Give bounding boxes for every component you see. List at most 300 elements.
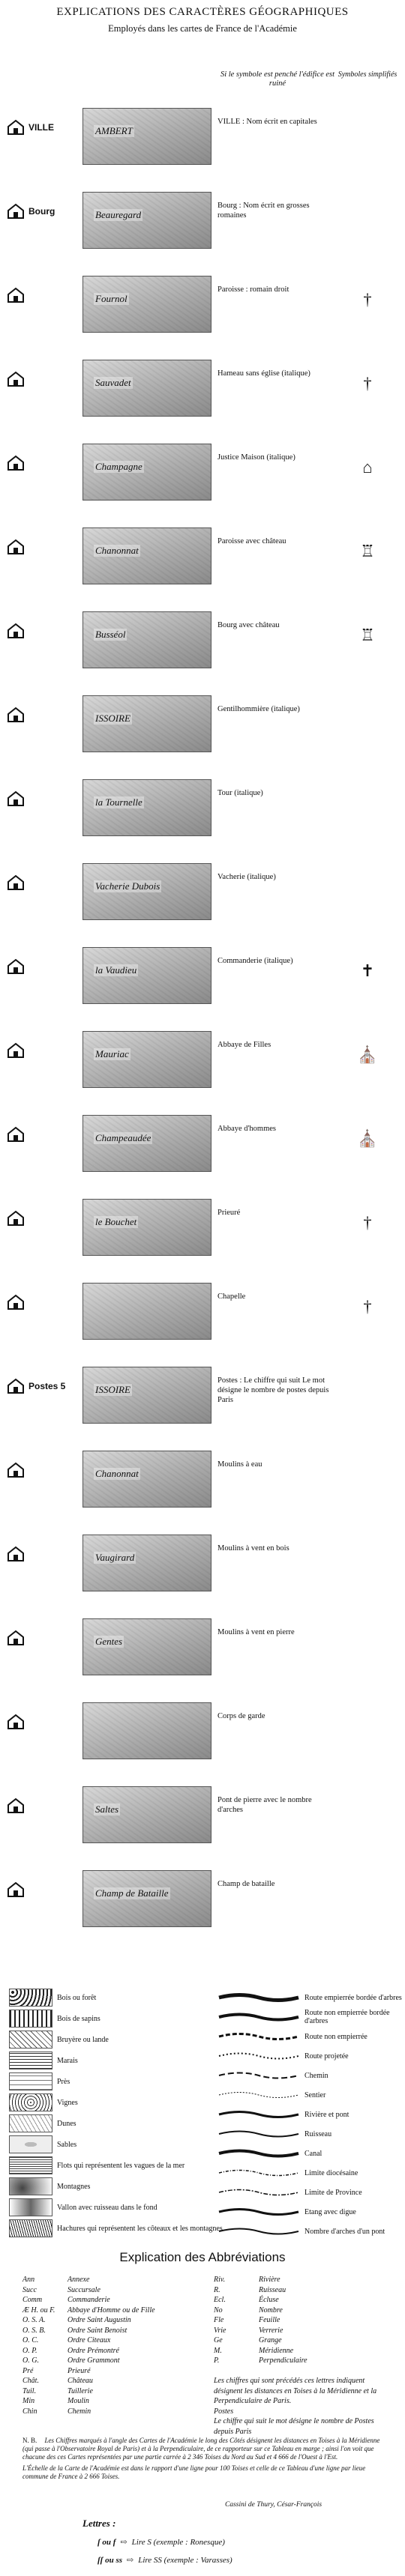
legend-line <box>218 2165 300 2181</box>
simplified-symbol <box>341 619 394 652</box>
building-icon <box>6 1041 26 1060</box>
map-excerpt <box>82 1283 212 1340</box>
abbreviations-title: Explication des Abbréviations <box>119 2250 286 2264</box>
building-icon <box>6 1628 26 1648</box>
symbol-row <box>0 1532 405 1591</box>
symbol-row <box>0 1364 405 1424</box>
legend-line <box>218 2067 300 2084</box>
abbreviations-right <box>214 2275 386 2437</box>
map-label: Vaugirard <box>95 1552 135 1563</box>
simplified-glyph: † <box>363 290 372 309</box>
map-excerpt <box>82 1870 212 1927</box>
map-excerpt <box>82 1115 212 1172</box>
symbol-cell <box>6 1615 81 1660</box>
symbol-description: Bourg : Nom écrit en grosses romaines <box>218 202 310 220</box>
nb-label: N. B. <box>22 2437 38 2444</box>
simplified-symbol <box>341 367 394 400</box>
map-label: la Tournelle <box>95 796 142 808</box>
abbreviation-meaning: Perpendiculaire <box>259 2356 308 2365</box>
letter-glyph: ſ ou f <box>98 2537 116 2547</box>
page-subtitle: Employés dans les cartes de France de l'Académie <box>108 23 297 34</box>
legend-text: Sables <box>57 2140 77 2149</box>
symbol-label: Bourg <box>28 206 56 217</box>
symbol-row <box>0 692 405 752</box>
simplified-symbol <box>341 1458 394 1491</box>
abbreviation-meaning: Annexe <box>68 2276 90 2284</box>
legend-text: Flots qui représentent les vagues de la mer <box>57 2161 185 2170</box>
symbol-cell <box>6 1280 81 1325</box>
legend-text: Dunes <box>57 2119 76 2128</box>
map-label: ISSOIRE <box>95 1384 130 1395</box>
symbol-row <box>0 776 405 836</box>
abbreviation-row <box>22 2326 155 2336</box>
symbol-row <box>0 105 405 165</box>
symbol-cell <box>6 524 81 569</box>
simplified-symbol <box>341 703 394 736</box>
symbol-row <box>0 524 405 584</box>
abbreviation: Pré <box>22 2366 34 2375</box>
legend-text: Bois ou forêt <box>57 1993 97 2002</box>
letter-row-s <box>98 2537 225 2547</box>
symbol-row <box>0 1783 405 1843</box>
abbreviation: Chin <box>22 2407 38 2416</box>
abbreviation-meaning: Ordre Grammont <box>68 2356 120 2365</box>
symbol-cell <box>6 860 81 905</box>
legend-text: Route empierrée bordée d'arbres <box>304 1993 402 2002</box>
map-excerpt <box>82 108 212 165</box>
symbol-row <box>0 860 405 920</box>
legend-line <box>218 2145 300 2162</box>
simplified-symbol <box>341 955 394 988</box>
legend-swatch <box>9 2072 52 2090</box>
legend-line <box>218 2028 300 2045</box>
map-label: Mauriac <box>95 1048 129 1059</box>
legend-text: Route non empierrée bordée d'arbres <box>304 2009 390 2025</box>
abbreviation-row <box>214 2366 386 2407</box>
legend-swatch <box>9 2010 52 2028</box>
legend-text: Hachures qui représentent les côteaux et les montagnes <box>57 2224 223 2233</box>
symbol-description: Paroisse : romain droit <box>218 285 290 294</box>
simplified-glyph: † <box>363 374 372 393</box>
symbol-cell <box>6 1028 81 1073</box>
legend-text: Marais <box>57 2056 78 2065</box>
legend-right-item <box>218 2124 332 2144</box>
legend-swatch <box>9 2093 52 2111</box>
abbreviation-meaning: Ordre Citeaux <box>68 2336 111 2344</box>
abbreviation: O. P. <box>22 2346 38 2355</box>
building-icon <box>6 1125 26 1144</box>
abbreviation: Succ <box>22 2285 37 2294</box>
abbreviation-row <box>214 2346 386 2356</box>
symbol-cell <box>6 1364 81 1409</box>
legend-text: Route non empierrée <box>304 2032 368 2041</box>
nb-text-2: L'Échelle de la Carte de l'Académie est dans le rapport d'une ligne pour 100 Toises et celle de ce Tableau d'une ligne par lieue commune de France à 2 666 Toises. <box>22 2464 366 2480</box>
legend-right-item <box>218 2066 328 2085</box>
symbol-row <box>0 1699 405 1759</box>
building-icon <box>6 1209 26 1228</box>
abbreviation: Chât. <box>22 2377 39 2385</box>
legend-left-item <box>9 2135 76 2154</box>
simplified-symbol <box>341 1626 394 1659</box>
map-label: Vacherie Dubois <box>95 880 160 892</box>
abbreviation: O. S. A. <box>22 2316 46 2324</box>
building-icon <box>6 118 26 137</box>
abbreviation-row <box>22 2285 155 2296</box>
symbol-description: Moulins à vent en pierre <box>218 1628 295 1636</box>
legend-left-item <box>9 2198 158 2217</box>
abbreviation-row <box>214 2326 386 2336</box>
symbol-description: Moulins à eau <box>218 1460 262 1469</box>
simplified-symbol <box>341 115 394 148</box>
building-icon <box>6 537 26 557</box>
symbol-cell <box>6 1196 81 1241</box>
legend-swatch <box>9 2156 52 2174</box>
symbol-row <box>0 1112 405 1172</box>
legend-text: Bruyère ou lande <box>57 2035 109 2044</box>
abbreviation-meaning: Moulin <box>68 2397 89 2405</box>
legend-line <box>218 2106 300 2123</box>
legend-text: Près <box>57 2077 70 2086</box>
legend-swatch <box>9 2177 52 2195</box>
arrow-icon: ⇨ <box>127 2556 134 2565</box>
abbreviation-meaning: Commanderie <box>68 2296 110 2304</box>
symbol-description: Vacherie (italique) <box>218 873 276 881</box>
simplified-symbol <box>341 787 394 820</box>
building-icon <box>6 202 26 221</box>
abbreviation: M. <box>214 2346 222 2355</box>
map-excerpt <box>82 1199 212 1256</box>
simplified-glyph: ♖ <box>360 542 375 560</box>
symbol-cell <box>6 105 81 150</box>
symbol-cell <box>6 776 81 821</box>
simplified-symbol <box>341 1038 394 1071</box>
symbol-row <box>0 1867 405 1927</box>
abbreviation-row <box>22 2376 155 2386</box>
building-icon <box>6 1460 26 1480</box>
legend-left-item <box>9 2030 109 2049</box>
building-icon <box>6 621 26 641</box>
legend-text: Chemin <box>304 2071 328 2080</box>
symbol-cell <box>6 441 81 486</box>
symbol-row <box>0 944 405 1004</box>
building-icon <box>6 1880 26 1899</box>
map-label: Saltes <box>95 1803 119 1815</box>
abbreviation-row <box>22 2335 155 2346</box>
symbol-description: Postes : Le chiffre qui suit Le mot désigne le nombre de postes depuis Paris <box>218 1376 329 1404</box>
legend-right-item <box>218 2046 349 2066</box>
abbreviation: Comm <box>22 2296 43 2304</box>
abbreviation-meaning: Méridienne <box>259 2346 294 2355</box>
abbreviation: Ge <box>214 2336 223 2344</box>
building-icon <box>6 285 26 305</box>
abbreviation-meaning: Prieuré <box>68 2366 91 2375</box>
column-header-symbol: Si le symbole est penché l'édifice est ruiné <box>220 70 335 88</box>
legend-swatch <box>9 2198 52 2216</box>
map-excerpt <box>82 276 212 333</box>
legend-swatch <box>9 2219 52 2237</box>
map-excerpt <box>82 863 212 920</box>
abbreviation-row <box>22 2315 155 2326</box>
abbreviation-meaning: Château <box>68 2377 93 2385</box>
simplified-glyph: ⛪ <box>357 1045 378 1064</box>
abbreviation-row <box>22 2295 155 2306</box>
abbreviation: Æ H. ou F. <box>22 2306 56 2315</box>
symbol-cell <box>6 944 81 989</box>
map-excerpt <box>82 1786 212 1843</box>
symbol-row <box>0 273 405 333</box>
legend-line <box>218 2087 300 2103</box>
building-icon <box>6 1712 26 1732</box>
map-excerpt <box>82 1618 212 1675</box>
legend-right-item <box>218 2007 405 2027</box>
symbol-description: Pont de pierre avec le nombre d'arches <box>218 1796 312 1814</box>
legend-left-item <box>9 2051 78 2070</box>
symbol-description: Abbaye d'hommes <box>218 1125 277 1133</box>
map-label: Fournol <box>95 293 128 304</box>
abbreviation-row <box>22 2386 155 2397</box>
abbreviation-row <box>22 2407 155 2417</box>
legend-section <box>0 1988 405 2250</box>
simplified-symbol <box>341 535 394 568</box>
symbol-cell <box>6 1867 81 1912</box>
abbreviation-row <box>22 2366 155 2377</box>
letters-label: Lettres : <box>82 2518 116 2529</box>
legend-right-item <box>218 2085 326 2105</box>
simplified-glyph: † <box>363 1213 372 1232</box>
legend-text: Nombre d'arches d'un pont <box>304 2227 386 2236</box>
legend-line <box>218 2048 300 2064</box>
abbreviation-meaning: Écluse <box>259 2296 279 2304</box>
legend-right-item <box>218 2183 362 2202</box>
map-label: la Vaudieu <box>95 964 137 976</box>
legend-right-item <box>218 2202 356 2222</box>
legend-right-item <box>218 2105 349 2124</box>
legend-left-item <box>9 1988 96 2007</box>
map-excerpt <box>82 1535 212 1591</box>
abbreviation: No <box>214 2306 223 2315</box>
abbreviation-meaning: Rivière <box>259 2276 280 2284</box>
legend-left-item <box>9 2156 184 2175</box>
map-label: ISSOIRE <box>95 713 130 724</box>
simplified-glyph: ♖ <box>360 626 375 644</box>
nb-text: Les Chiffres marqués à l'angle des Cartes de l'Académie le long des Côtés désignent les distances en Toises à la Méridienne (qui passe à l'Observatoire Royal de Paris) et à la Perpendiculaire, de ce rapporteur sur ce Tableau en marge ; ainsi l'on voit que chacune des ces Cartes représentées par une partie carrée à 2 346 Toises du Nord au Sud et 4 666 de l'Ouest à l'Est. <box>22 2437 380 2461</box>
abbreviation-meaning: Succursale <box>68 2285 100 2294</box>
abbreviation: Fle <box>214 2316 224 2324</box>
symbol-description: Tour (italique) <box>218 789 263 797</box>
symbol-description: Chapelle <box>218 1292 246 1301</box>
symbol-description: Abbaye de Filles <box>218 1041 272 1049</box>
legend-line <box>218 1989 300 2006</box>
abbreviation: Ann <box>22 2276 35 2284</box>
symbol-row <box>0 1280 405 1340</box>
map-label: Chanonnat <box>95 1468 139 1479</box>
legend-right-item <box>218 2144 322 2163</box>
abbreviation: O. G. <box>22 2356 39 2365</box>
building-icon <box>6 789 26 808</box>
legend-swatch <box>9 2135 52 2153</box>
legend-left-item <box>9 2093 78 2112</box>
legend-left-item <box>9 2219 223 2238</box>
map-excerpt <box>82 947 212 1004</box>
symbol-row <box>0 1196 405 1256</box>
abbreviation-meaning: Le chiffre qui suit le mot désigne le nombre de Postes depuis Paris <box>214 2417 374 2436</box>
abbreviations-left <box>22 2275 155 2416</box>
abbreviation-meaning: Ordre Prémontré <box>68 2346 119 2355</box>
legend-text: Vignes <box>57 2098 78 2107</box>
building-icon <box>6 1292 26 1312</box>
legend-right-item <box>218 2027 368 2046</box>
abbreviation: Tuil. <box>22 2386 37 2395</box>
simplified-symbol <box>341 1878 394 1911</box>
symbol-cell <box>6 1112 81 1157</box>
legend-text: Vallon avec ruisseau dans le fond <box>57 2203 158 2212</box>
legend-text: Bois de sapins <box>57 2014 100 2023</box>
legend-text: Canal <box>304 2149 322 2158</box>
letter-row-ss <box>98 2555 232 2565</box>
abbreviation-row <box>214 2295 386 2306</box>
abbreviation-row <box>214 2275 386 2285</box>
building-icon <box>6 957 26 976</box>
legend-line <box>218 2184 300 2201</box>
building-icon <box>6 1376 26 1396</box>
legend-text: Rivière et pont <box>304 2110 350 2119</box>
building-icon <box>6 453 26 473</box>
map-label: le Bouchet <box>95 1216 137 1227</box>
building-icon <box>6 873 26 892</box>
simplified-symbol <box>341 1542 394 1575</box>
legend-left-item <box>9 2114 76 2133</box>
symbol-description: Gentilhommière (italique) <box>218 705 300 713</box>
abbreviation: Vrie <box>214 2326 226 2335</box>
abbreviation: Postes <box>214 2407 234 2416</box>
simplified-symbol <box>341 1290 394 1323</box>
symbol-description: Bourg avec château <box>218 621 280 629</box>
legend-text: Limite de Province <box>304 2188 362 2197</box>
symbol-description: Moulins à vent en bois <box>218 1544 290 1552</box>
simplified-symbol <box>341 199 394 232</box>
simplified-symbol <box>341 1794 394 1827</box>
symbol-cell <box>6 692 81 737</box>
legend-swatch <box>9 1989 52 2007</box>
simplified-symbol <box>341 871 394 904</box>
map-excerpt <box>82 779 212 836</box>
legend-text: Ruisseau <box>304 2129 332 2138</box>
simplified-symbol <box>341 1122 394 1155</box>
simplified-glyph: ⌂ <box>362 458 373 477</box>
map-excerpt <box>82 192 212 249</box>
abbreviation: Min <box>22 2397 35 2405</box>
symbol-description: Justice Maison (italique) <box>218 453 296 462</box>
symbol-row <box>0 1448 405 1508</box>
symbol-row <box>0 1028 405 1088</box>
legend-swatch <box>9 2052 52 2069</box>
legend-right-item <box>218 2163 358 2183</box>
letter-text: Lire S (exemple : Ronesque) <box>131 2537 225 2547</box>
abbreviation-meaning: Nombre <box>259 2306 283 2315</box>
abbreviation-meaning: Feuille <box>259 2316 280 2324</box>
legend-left-item <box>9 2072 70 2091</box>
legend-right-item <box>218 1988 402 2007</box>
building-icon <box>6 369 26 389</box>
symbol-row <box>0 357 405 417</box>
abbreviation-row <box>22 2346 155 2356</box>
legend-text: Montagnes <box>57 2182 91 2191</box>
symbol-cell <box>6 1699 81 1744</box>
building-icon <box>6 1796 26 1815</box>
symbol-cell <box>6 357 81 402</box>
map-excerpt <box>82 1031 212 1088</box>
map-excerpt <box>82 1451 212 1508</box>
page-title: EXPLICATIONS DES CARACTÈRES GÉOGRAPHIQUES <box>56 6 349 18</box>
symbol-row <box>0 608 405 668</box>
abbreviation-row <box>22 2306 155 2316</box>
legend-swatch <box>9 2031 52 2049</box>
map-excerpt <box>82 695 212 752</box>
abbreviation-meaning: Grange <box>259 2336 282 2344</box>
symbol-cell <box>6 608 81 653</box>
symbol-row <box>0 1615 405 1675</box>
symbol-description: Paroisse avec château <box>218 537 286 545</box>
abbreviation-row <box>22 2356 155 2366</box>
legend-left-item <box>9 2177 90 2196</box>
abbreviation-meaning: Tuillerie <box>68 2386 93 2395</box>
legend-text: Limite diocésaine <box>304 2168 358 2177</box>
abbreviation-meaning: Ruisseau <box>259 2285 286 2294</box>
map-label: Champ de Bataille <box>95 1887 169 1899</box>
legend-text: Sentier <box>304 2090 326 2099</box>
symbol-description: Corps de garde <box>218 1712 266 1720</box>
symbol-cell <box>6 1783 81 1828</box>
legend-text: Route projetée <box>304 2052 349 2061</box>
abbreviation-meaning: Chemin <box>68 2407 92 2416</box>
legend-swatch <box>9 2114 52 2132</box>
legend-line <box>218 2009 300 2025</box>
map-label: AMBERT <box>95 125 133 136</box>
simplified-symbol <box>341 1374 394 1407</box>
signature: Cassini de Thury, César-François <box>225 2501 322 2509</box>
map-excerpt <box>82 527 212 584</box>
abbreviation-row <box>214 2407 386 2437</box>
simplified-glyph: ✝ <box>360 961 375 980</box>
symbol-description: VILLE : Nom écrit en capitales <box>218 118 317 126</box>
legend-line <box>218 2126 300 2142</box>
symbol-label: Postes 5 <box>28 1381 66 1391</box>
abbreviation: O. C. <box>22 2336 39 2344</box>
symbol-description: Prieuré <box>218 1209 241 1217</box>
abbreviation-meaning: Ordre Saint Augustin <box>68 2316 131 2324</box>
arrow-icon: ⇨ <box>120 2538 128 2547</box>
abbreviation-meaning: Verrerie <box>259 2326 284 2335</box>
simplified-symbol <box>341 1710 394 1743</box>
map-excerpt <box>82 444 212 501</box>
abbreviation-row <box>22 2396 155 2407</box>
column-header-simplified: Symboles simplifiés <box>338 70 398 79</box>
symbol-row <box>0 441 405 501</box>
symbol-cell <box>6 189 81 234</box>
map-excerpt <box>82 611 212 668</box>
building-icon <box>6 705 26 725</box>
legend-line <box>218 2204 300 2220</box>
abbreviation: Ecl. <box>214 2296 226 2304</box>
simplified-glyph: † <box>363 1297 372 1316</box>
map-label: Busséol <box>95 629 126 640</box>
map-excerpt <box>82 1702 212 1759</box>
map-label: Chanonnat <box>95 545 139 556</box>
abbreviation: Riv. <box>214 2276 226 2284</box>
simplified-symbol <box>341 1206 394 1239</box>
letter-glyph: ſſ ou ss <box>98 2555 123 2565</box>
map-label: Gentes <box>95 1636 123 1647</box>
